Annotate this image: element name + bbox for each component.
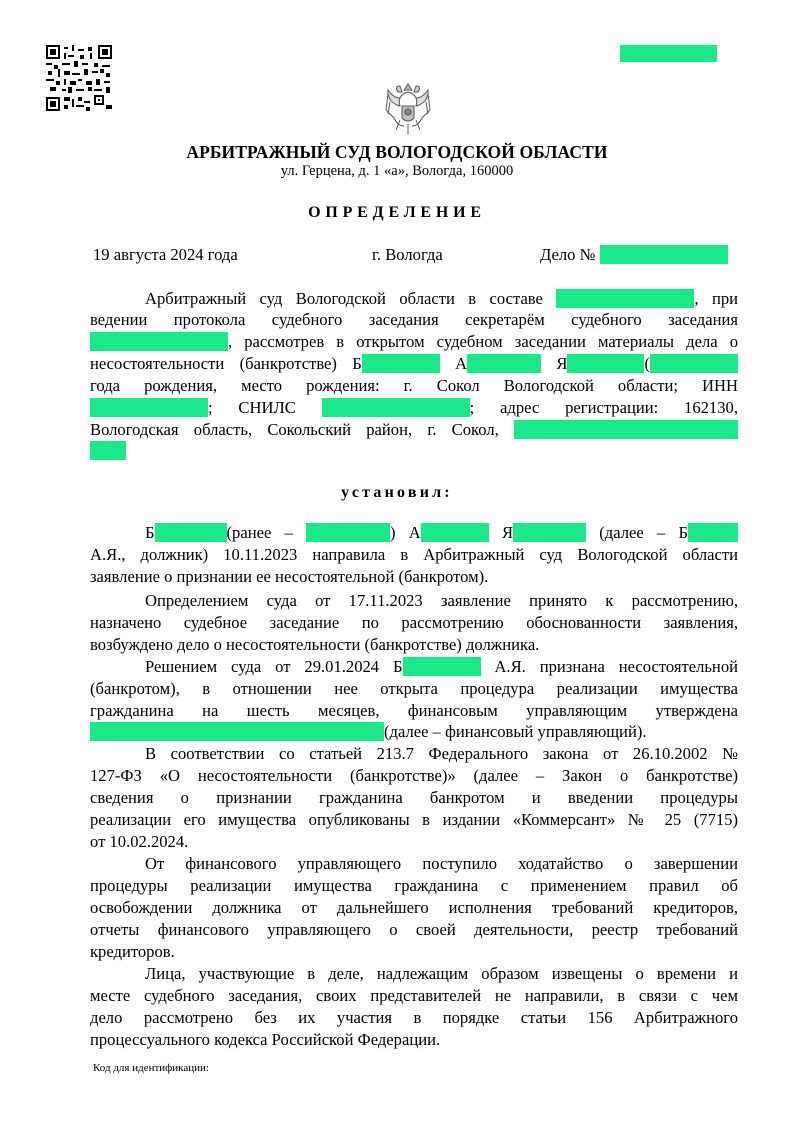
- redaction-block: [362, 354, 440, 373]
- identification-code-label: Код для идентификации:: [93, 1062, 209, 1074]
- redaction-block: [467, 354, 541, 373]
- text-fragment: назначено судебное заседание по рассмотрению обоснованности заявления,: [90, 613, 738, 632]
- text-fragment: ведении протокола судебного заседания секретарём судебного заседания: [90, 310, 738, 329]
- text-fragment: заявление о признании ее несостоятельной (банкротом).: [90, 567, 489, 586]
- text-line: [90, 678, 738, 699]
- text-fragment: Арбитражный суд Вологодской области в составе: [145, 289, 543, 308]
- text-line: [90, 985, 738, 1006]
- text-fragment: ) А: [390, 523, 421, 542]
- text-fragment: Я: [501, 523, 514, 542]
- court-address: ул. Герцена, д. 1 «а», Вологда, 160000: [280, 163, 514, 179]
- qr-code: [46, 45, 112, 111]
- text-fragment: (далее – финансовый управляющий).: [384, 722, 647, 741]
- redaction-block: [306, 523, 390, 542]
- redaction-block: [688, 523, 738, 542]
- decision-city: г. Вологда: [372, 245, 443, 264]
- text-line: [90, 897, 738, 918]
- text-line: [90, 656, 738, 677]
- text-line: [90, 288, 738, 309]
- text-fragment: Решением суда от 29.01.2024 Б: [145, 657, 403, 676]
- redaction-block: [620, 45, 717, 62]
- text-fragment: дело рассмотрено без их участия в порядке статьи 156 Арбитражного: [90, 1008, 738, 1027]
- court-name: АРБИТРАЖНЫЙ СУД ВОЛОГОДСКОЙ ОБЛАСТИ: [186, 142, 608, 162]
- text-line: [90, 331, 738, 352]
- text-fragment: От финансового управляющего поступило ходатайство о завершении: [145, 854, 738, 873]
- text-line: [90, 831, 738, 852]
- redaction-block: [513, 523, 586, 542]
- text-fragment: А.Я., должник) 10.11.2023 направила в Арбитражный суд Вологодской области: [90, 545, 738, 564]
- text-fragment: от 10.02.2024.: [90, 832, 189, 851]
- text-fragment: месте судебного заседания, своих представителей не направили, в связи с чем: [90, 986, 738, 1005]
- text-fragment: , рассмотрев в открытом судебном заседании материалы дела о: [228, 332, 738, 351]
- text-line: [90, 1029, 738, 1050]
- redaction-block: [322, 398, 470, 417]
- text-line: [90, 566, 738, 587]
- text-line: [90, 875, 738, 896]
- case-number: [540, 245, 728, 265]
- text-line: [90, 544, 738, 565]
- redaction-block: [421, 523, 489, 542]
- text-line: [90, 522, 738, 543]
- case-label: Дело №: [540, 245, 596, 264]
- decision-date: 19 августа 2024 года: [93, 245, 238, 264]
- text-fragment: возбуждено дело о несостоятельности (банкротстве) должника.: [90, 635, 540, 654]
- text-fragment: года рождения, место рождения: г. Сокол Вологодской области; ИНН: [90, 376, 738, 395]
- text-line: [90, 743, 738, 764]
- text-fragment: А: [455, 354, 468, 373]
- text-line: [90, 590, 738, 611]
- text-line: [90, 721, 738, 742]
- text-fragment: ; адрес регистрации: 162130,: [469, 398, 738, 417]
- text-fragment: (банкротом), в отношении нее открыта процедура реализации имущества: [90, 679, 738, 698]
- redaction-block: [567, 354, 644, 373]
- text-line: [90, 941, 738, 962]
- text-fragment: Я: [556, 354, 568, 373]
- text-fragment: (далее – Б: [599, 523, 688, 542]
- text-fragment: , при: [694, 289, 738, 308]
- text-fragment: освобождении должника от дальнейшего исполнения требований кредиторов,: [90, 898, 738, 917]
- text-fragment: несостоятельности (банкротстве) Б: [90, 354, 362, 373]
- text-fragment: ; СНИЛС: [208, 398, 296, 417]
- redaction-block: [90, 722, 384, 741]
- text-line: [90, 919, 738, 940]
- text-fragment: отчеты финансового управляющего о своей деятельности, реестр требований: [90, 920, 738, 939]
- text-line: [90, 809, 738, 830]
- text-line: [90, 1007, 738, 1028]
- text-line: [90, 963, 738, 984]
- text-fragment: Вологодская область, Сокольский район, г. Сокол,: [90, 420, 499, 439]
- text-line: [90, 634, 738, 655]
- text-line: [90, 612, 738, 633]
- redaction-block: [155, 523, 227, 542]
- text-fragment: сведения о признании гражданина банкротом и введении процедуры: [90, 788, 738, 807]
- text-line: [90, 765, 738, 786]
- text-line: [90, 309, 738, 330]
- text-fragment: В соответствии со статьей 213.7 Федерального закона от 26.10.2002 №: [145, 744, 738, 763]
- text-fragment: кредиторов.: [90, 942, 175, 961]
- redaction-block: [514, 420, 738, 439]
- text-fragment: процедуры реализации имущества гражданина с применением правил об: [90, 876, 738, 895]
- text-fragment: 127-ФЗ «О несостоятельности (банкротстве)» (далее – Закон о банкротстве): [90, 766, 738, 785]
- document-title: ОПРЕДЕЛЕНИЕ: [308, 204, 486, 221]
- text-line: [90, 419, 738, 440]
- text-fragment: (: [644, 354, 650, 373]
- text-fragment: Лица, участвующие в деле, надлежащим образом извещены о времени и: [145, 964, 738, 983]
- text-line: [90, 353, 738, 374]
- text-line: [90, 853, 738, 874]
- text-fragment: процессуального кодекса Российской Федерации.: [90, 1030, 441, 1049]
- text-line: [90, 700, 738, 721]
- redaction-block: [403, 657, 481, 676]
- redaction-block: [556, 289, 694, 308]
- text-fragment: А.Я. признана несостоятельной: [494, 657, 738, 676]
- section-title: установил:: [341, 484, 453, 501]
- redaction-block: [600, 245, 728, 264]
- text-line: [90, 787, 738, 808]
- text-fragment: гражданина на шесть месяцев, финансовым управляющим утверждена: [90, 701, 738, 720]
- redaction-block: [650, 354, 738, 373]
- text-line: [90, 440, 738, 461]
- text-fragment: (ранее –: [226, 523, 293, 542]
- text-line: [90, 375, 738, 396]
- redaction-block: [90, 441, 126, 460]
- text-fragment: Определением суда от 17.11.2023 заявление принято к рассмотрению,: [145, 591, 738, 610]
- text-line: [90, 397, 738, 418]
- text-fragment: реализации его имущества опубликованы в издании «Коммерсант» № 25 (7715): [90, 810, 738, 829]
- redaction-block: [90, 398, 208, 417]
- text-fragment: Б: [145, 523, 155, 542]
- coat-of-arms-icon: [384, 80, 432, 136]
- redaction-block: [90, 332, 228, 351]
